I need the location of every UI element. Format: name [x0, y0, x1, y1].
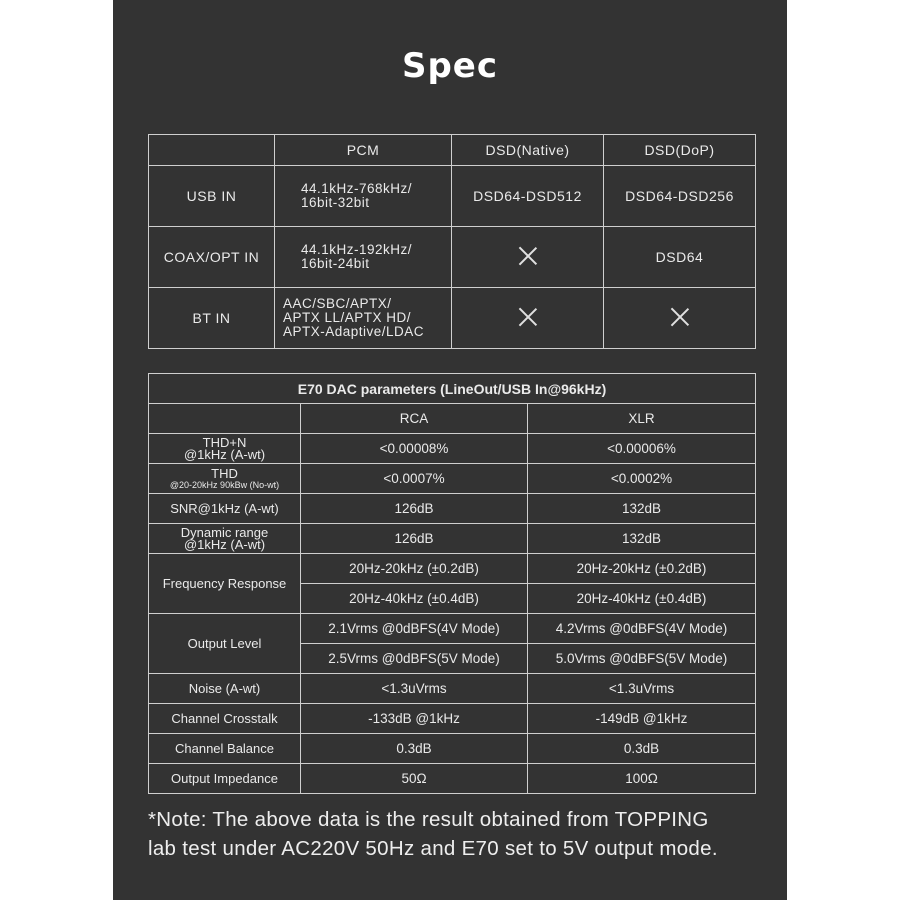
freq-xlr-1: 20Hz-20kHz (±0.2dB): [528, 554, 756, 584]
cross-icon: [519, 308, 537, 326]
balance-xlr: 0.3dB: [528, 734, 756, 764]
crosstalk-rca: -133dB @1kHz: [301, 704, 528, 734]
table-row-level-1: [149, 614, 756, 644]
dac-table-title: E70 DAC parameters (LineOut/USB In@96kHz): [149, 374, 756, 404]
table-row-balance: [149, 734, 756, 764]
table-row-freq-1: [149, 554, 756, 584]
dac-title-row: [149, 374, 756, 404]
crosstalk-xlr: -149dB @1kHz: [528, 704, 756, 734]
cross-icon: [519, 247, 537, 265]
level-rca-2: 2.5Vrms @0dBFS(5V Mode): [301, 644, 528, 674]
table-header-row: [149, 135, 756, 166]
row-label-coax: COAX/OPT IN: [149, 227, 275, 288]
coax-pcm-line1: 44.1kHz-192kHz/: [301, 242, 413, 257]
header-cell-empty: [149, 404, 301, 434]
header-dsd-dop: DSD(DoP): [604, 135, 756, 166]
header-dsd-native: DSD(Native): [452, 135, 604, 166]
label-output-level: Output Level: [149, 614, 301, 674]
footnote-line1: *Note: The above data is the result obtained from TOPPING: [148, 808, 709, 831]
bt-pcm-line2: APTX LL/APTX HD/: [283, 310, 412, 325]
label-impedance: Output Impedance: [149, 764, 301, 794]
coax-pcm-line2: 16bit-24bit: [301, 256, 370, 271]
thdn-rca: <0.00008%: [301, 434, 528, 464]
dac-header-row: [149, 404, 756, 434]
coax-dsd-native: [452, 227, 604, 288]
thd-xlr: <0.0002%: [528, 464, 756, 494]
coax-pcm-cell: [275, 227, 452, 288]
usb-pcm-line2: 16bit-32bit: [301, 195, 370, 210]
table-row-crosstalk: [149, 704, 756, 734]
bt-dsd-dop: [604, 288, 756, 349]
noise-xlr: <1.3uVrms: [528, 674, 756, 704]
cross-icon: [671, 308, 689, 326]
usb-pcm-cell: [275, 166, 452, 227]
label-dr-line2: @1kHz (A-wt): [183, 536, 266, 552]
spec-panel: [113, 0, 787, 900]
level-xlr-2: 5.0Vrms @0dBFS(5V Mode): [528, 644, 756, 674]
table-row-coax: [149, 227, 756, 288]
label-thdn: [149, 434, 301, 464]
freq-rca-2: 20Hz-40kHz (±0.4dB): [301, 584, 528, 614]
dr-xlr: 132dB: [528, 524, 756, 554]
usb-pcm-line1: 44.1kHz-768kHz/: [301, 181, 413, 196]
label-thd-line1: THD: [211, 465, 238, 481]
freq-rca-1: 20Hz-20kHz (±0.2dB): [301, 554, 528, 584]
header-rca: RCA: [301, 404, 528, 434]
freq-xlr-2: 20Hz-40kHz (±0.4dB): [528, 584, 756, 614]
label-noise: Noise (A-wt): [149, 674, 301, 704]
table-row-usb: [149, 166, 756, 227]
table-row-dynamic-range: [149, 524, 756, 554]
row-label-usb: USB IN: [149, 166, 275, 227]
label-dynamic-range: [149, 524, 301, 554]
input-format-table: [148, 134, 756, 349]
bt-pcm-line1: AAC/SBC/APTX/: [283, 296, 392, 311]
footnote-line2: lab test under AC220V 50Hz and E70 set to 5V output mode.: [148, 837, 718, 860]
dr-rca: 126dB: [301, 524, 528, 554]
level-rca-1: 2.1Vrms @0dBFS(4V Mode): [301, 614, 528, 644]
label-thdn-line1: THD+N: [202, 434, 247, 450]
row-label-bt: BT IN: [149, 288, 275, 349]
label-snr: SNR@1kHz (A-wt): [149, 494, 301, 524]
thd-rca: <0.0007%: [301, 464, 528, 494]
snr-rca: 126dB: [301, 494, 528, 524]
label-thd: [149, 464, 301, 494]
footnote: [148, 805, 778, 863]
table-row-thdn: [149, 434, 756, 464]
table-row-thd: [149, 464, 756, 494]
page-title: Spec: [401, 46, 499, 86]
label-crosstalk: Channel Crosstalk: [149, 704, 301, 734]
bt-pcm-line3: APTX-Adaptive/LDAC: [283, 324, 425, 339]
thdn-xlr: <0.00006%: [528, 434, 756, 464]
impedance-xlr: 100Ω: [528, 764, 756, 794]
dac-parameters-table: [148, 373, 756, 794]
label-thd-line2: @20-20kHz 90kBw (No-wt): [169, 479, 280, 490]
header-xlr: XLR: [528, 404, 756, 434]
coax-dsd-dop: DSD64: [604, 227, 756, 288]
label-thdn-line2: @1kHz (A-wt): [183, 446, 266, 462]
label-balance: Channel Balance: [149, 734, 301, 764]
snr-xlr: 132dB: [528, 494, 756, 524]
bt-dsd-native: [452, 288, 604, 349]
bt-pcm-cell: [275, 288, 452, 349]
usb-dsd-dop: DSD64-DSD256: [604, 166, 756, 227]
table-row-bt: [149, 288, 756, 349]
level-xlr-1: 4.2Vrms @0dBFS(4V Mode): [528, 614, 756, 644]
impedance-rca: 50Ω: [301, 764, 528, 794]
table-row-noise: [149, 674, 756, 704]
usb-dsd-native: DSD64-DSD512: [452, 166, 604, 227]
balance-rca: 0.3dB: [301, 734, 528, 764]
table-row-impedance: [149, 764, 756, 794]
table-row-snr: [149, 494, 756, 524]
header-pcm: PCM: [275, 135, 452, 166]
noise-rca: <1.3uVrms: [301, 674, 528, 704]
header-cell-empty: [149, 135, 275, 166]
label-frequency-response: Frequency Response: [149, 554, 301, 614]
label-dr-line1: Dynamic range: [180, 524, 269, 540]
